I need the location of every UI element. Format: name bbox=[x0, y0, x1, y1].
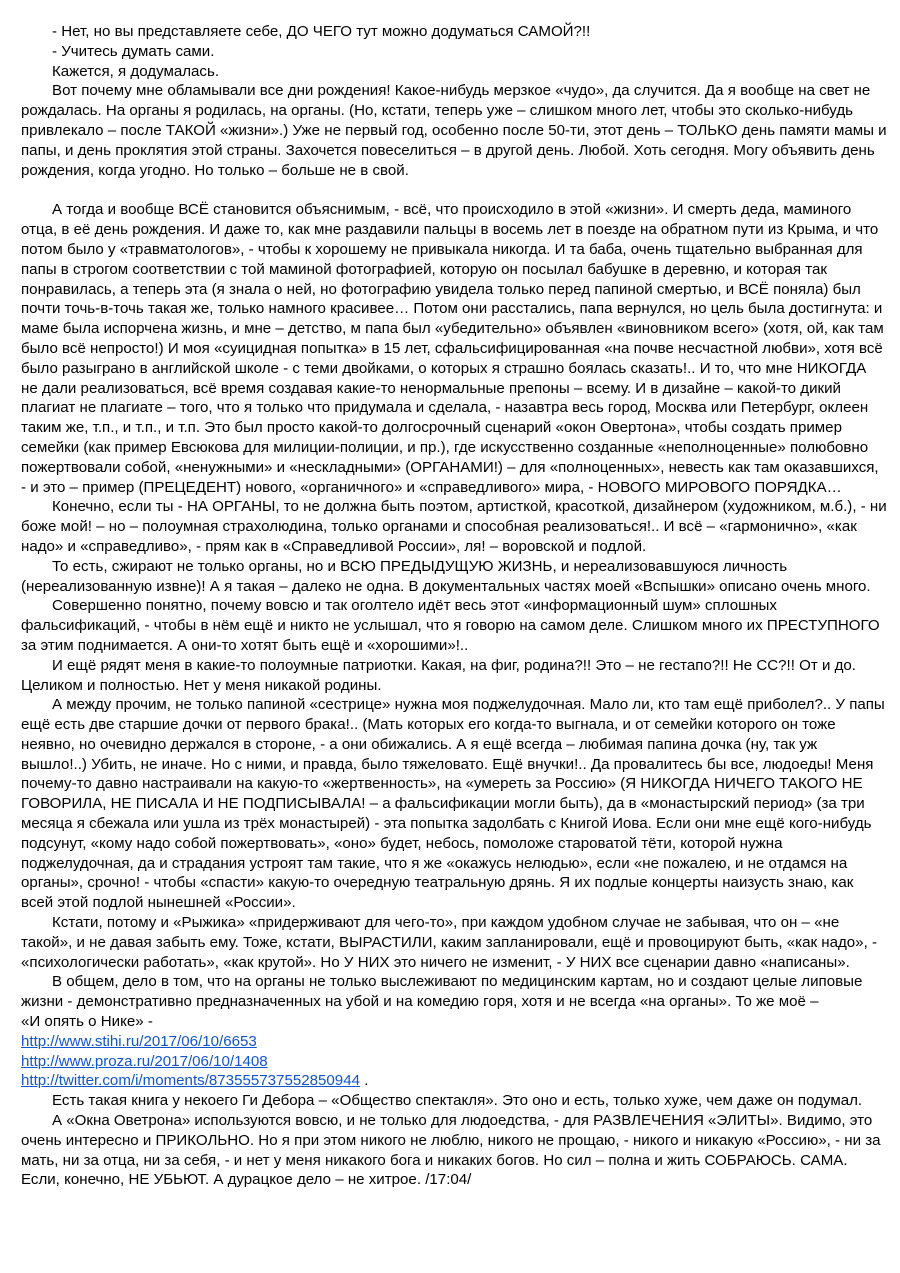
paragraph: А между прочим, не только папиной «сестрице» нужна моя поджелудочная. Мало ли, кто там ещё приболел?.. У папы ещё есть две старшие дочки от первого брака!.. (Мать которых его когда-то выгнала, и от семейки которого он тоже неявно, но очевидно держался в стороне, - а они обижались. А я ещё всегда – любимая папина дочка (ну, так уж вышло!..) Убить, не иначе. Но с ними, и правда, было тяжеловато. Ещё внучки!.. Да провалитесь бы все, людоеды! Меня почему-то давно настраивали на какую-то «жертвенность», на «умереть за Россию» (Я НИКОГДА НИЧЕГО ТАКОГО НЕ ГОВОРИЛА, НЕ ПИСАЛА И НЕ ПОДПИСЫВАЛА! – а фальсификации могли быть), да в «монастырский период» (за три месяца я сбежала или ушла из трёх монастырей) - эта попытка задолбать с Книгой Иова. Если они мне ещё кого-нибудь подсунут, «кому надо собой пожертвовать», «оно» будет, небось, помоложе староватой тёти, которой нужна поджелудочная, да и страдания устроят там такие, что я же «окажусь нелюдью», если «не пожалею, и не отдамся на органы», срочно! - чтобы «спасти» какую-то очередную театральную дрянь. Я их подлые концерты наизусть знаю, как всей этой подлой нынешней «России». bbox=[21, 696, 885, 912]
reference-link-row bbox=[21, 1032, 887, 1052]
paragraph: А «Окна Оветрона» используются вовсю, и не только для людоедства, - для РАЗВЛЕЧЕНИЯ «ЭЛИТЫ». Видимо, это очень интересно и ПРИКОЛЬНО. Но я при этом никого не люблю, никого не прощаю, - никого и никакую «Россию», - ни за мать, ни за отца, ни за себя, - и нет у меня никакого бога и никаких богов. Но сил – полна и жить СОБРАЮСЬ. САМА. Если, конечно, НЕ УБЬЮТ. А дурацкое дело – не хитрое. /17:04/ bbox=[21, 1112, 881, 1189]
proza-link[interactable]: http://www.proza.ru/2017/06/10/1408 bbox=[21, 1052, 268, 1070]
stihi-link[interactable]: http://www.stihi.ru/2017/06/10/6653 bbox=[21, 1032, 257, 1050]
paragraph: Есть такая книга у некоего Ги Дебора – «Общество спектакля». Это оно и есть, только хуже, чем даже он подумал. bbox=[52, 1092, 863, 1110]
paragraph: - Учитесь думать сами. bbox=[52, 42, 215, 60]
twitter-link[interactable]: http://twitter.com/i/moments/873555737552850944 bbox=[21, 1072, 360, 1090]
paragraph-gap bbox=[21, 180, 887, 200]
reference-link-row bbox=[21, 1071, 887, 1091]
paragraph: В общем, дело в том, что на органы не только выслеживают по медицинским картам, но и создают целые липовые жизни - демонстративно предназначенных на убой и на комедию горя, хотя и не всегда «на органы». То же моё – bbox=[21, 973, 863, 1011]
paragraph: То есть, сжирают не только органы, но и ВСЮ ПРЕДЫДУЩУЮ ЖИЗНЬ, и нереализовавшуюся личность (нереализованную извне)! А я такая – далеко не одна. В документальных частях моей «Вспышки» описано очень много. bbox=[21, 557, 871, 595]
paragraph: Совершенно понятно, почему вовсю и так оголтело идёт весь этот «информационный шум» сплошных фальсификаций, - чтобы в нём ещё и никто не услышал, что я говорю на самом деле. Слишком много их ПРЕСТУПНОГО за этим поднимается. А они-то хотят быть ещё и «хорошими»!.. bbox=[21, 597, 880, 654]
paragraph: Кстати, потому и «Рыжика» «придерживают для чего-то», при каждом удобном случае не забывая, что он – «не такой», и не давая забыть ему. Тоже, кстати, ВЫРАСТИЛИ, каким запланировали, ещё и провоцируют быть, «как надо», - «психологически работать», «как крутой». Но У НИХ это ничего не изменит, - У НИХ все сценарии давно «написаны». bbox=[21, 914, 877, 971]
paragraph: Кажется, я додумалась. bbox=[52, 62, 220, 80]
document-body bbox=[21, 22, 887, 1190]
paragraph: Конечно, если ты - НА ОРГАНЫ, то не должна быть поэтом, артисткой, красоткой, дизайнером (художником, м.б.), - ни боже мой! – но – полоумная страхолюдина, только органами и способная реализоваться!.. И всё – «гармонично», «как надо» и «справедливо», - прям как в «Справедливой России», ля! – воровской и подлой. bbox=[21, 498, 887, 555]
reference-link-row bbox=[21, 1052, 887, 1072]
reference-title: «И опять о Нике» - bbox=[21, 1013, 153, 1031]
paragraph: - Нет, но вы представляете себе, ДО ЧЕГО тут можно додуматься САМОЙ?!! bbox=[52, 23, 591, 40]
paragraph: А тогда и вообще ВСЁ становится объяснимым, - всё, что происходило в этой «жизни». И смерть деда, маминого отца, в её день рождения. И даже то, как мне раздавили пальцы в восемь лет в поезде на обратном пути из Крыма, и что потом было у «травматологов», - чтобы к хорошему не привыкала никогда. И та баба, очень тщательно выбранная для папы в строгом соответствии с той маминой фотографией, которую он посылал бабушке в деревню, и которая так понравилась, а теперь эта (я знала о ней, но фотографию увидела только перед папиной смертью, и ВСЁ поняла) был почти точь-в-точь такая же, только намного красивее… Потом они расстались, папа вернулся, но цель была достигнута: и маме была испорчена жизнь, и мне – детство, м папа был «убедительно» объявлен «виновником всего» (хотя, ой, как там было всё непросто!) И моя «суицидная попытка» в 15 лет, сфальсифицированная «на почве несчастной любви», хотя всё было разыграно в английской школе - с теми двойками, о которых я страшно боялась сказать!.. И то, что мне НИКОГДА не дали реализоваться, всё время создавая какие-то ненормальные препоны – всему. И в дизайне – какой-то дикий плагиат не плагиате – того, что я только что придумала и сделала, - назавтра весь город, Москва или Петербург, оклеен таким же, т.п., и т.п., и т.п. Это был просто какой-то долгосрочный сценарий «окон Овертона», чтобы создать пример семейки (как пример Евсюкова для милиции-полиции, и пр.), где искусственно созданные «неполноценные» полюбовно пожертвовали собой, «ненужными» и «нескладными» (ОРГАНАМИ!) – для «полноценных», невесть как там оказавшихся, - и это – пример (ПРЕЦЕДЕНТ) нового, «органичного» и «справедливого» мира, - НОВОГО МИРОВОГО ПОРЯДКА… bbox=[21, 201, 884, 496]
paragraph: Вот почему мне обламывали все дни рождения! Какое-нибудь мерзкое «чудо», да случится. Да я вообще на свет не рождалась. На органы я родилась, на органы. (Но, кстати, теперь уже – слишком много лет, чтобы это сколько-нибудь привлекало – после ТАКОЙ «жизни».) Уже не первый год, особенно после 50-ти, этот день – ТОЛЬКО день памяти мамы и папы, и день проклятия этой страны. Захочется повеселиться – в другой день. Любой. Хоть сегодня. Могу объявить день рождения, когда угодно. Но только – больше не в свой. bbox=[21, 82, 887, 179]
link-trailing-text: . bbox=[360, 1072, 369, 1090]
paragraph: И ещё рядят меня в какие-то полоумные патриотки. Какая, на фиг, родина?!! Это – не гестапо?!! Не СС?!! От и до. Целиком и полностью. Нет у меня никакой родины. bbox=[21, 656, 856, 694]
